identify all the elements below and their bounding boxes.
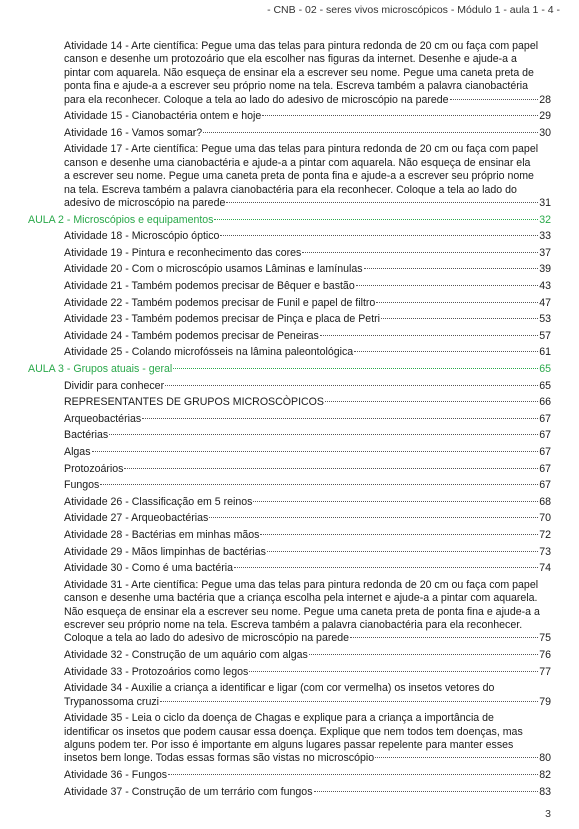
- running-header: - CNB - 02 - seres vivos microscópicos - Módulo 1 - aula 1 - 4 -: [267, 4, 560, 16]
- dot-leader: [160, 701, 538, 702]
- toc-entry[interactable]: [0, 496, 579, 509]
- toc-page-number: 68: [539, 495, 551, 508]
- toc-entry-title: Atividade 37 - Construção de um terrário com fungos: [64, 785, 313, 798]
- toc-entry[interactable]: [0, 649, 579, 662]
- toc-entry-text-line: escrever seu próprio nome na tela. Escreva também a palavra cianobactéria para ela reconhecer.: [64, 618, 523, 631]
- toc-entry-title: Atividade 25 - Colando microfósseis na lâmina paleontológica: [64, 346, 354, 359]
- dot-leader: [375, 757, 538, 758]
- toc-section-entry[interactable]: [0, 363, 579, 376]
- toc-page-number: 37: [539, 246, 551, 259]
- toc-entry-text-line: canson e desenhe um protozoário que ela escolher nas figuras da internet. Desenhe e ajude-a a: [64, 53, 517, 66]
- dot-leader: [234, 567, 538, 568]
- toc-page-number: 65: [539, 362, 551, 375]
- toc-entry[interactable]: [0, 512, 579, 525]
- dot-leader: [165, 385, 538, 386]
- toc-page-number: 39: [539, 263, 551, 276]
- toc-section-entry[interactable]: [0, 214, 579, 227]
- toc-entry-title: Dividir para conhecer: [64, 379, 165, 392]
- toc-entry-title: Arqueobactérias: [64, 412, 142, 425]
- toc-entry-title: Atividade 23 - Também podemos precisar de Pinça e placa de Petri: [64, 313, 381, 326]
- toc-entry-text-line: canson e desenhe uma bactéria que a criança escolha pela internet e ajude-a a pintar com aquarela.: [64, 592, 538, 605]
- toc-entry[interactable]: [0, 127, 579, 140]
- toc-entry-text-line: Atividade 31 - Arte científica: Pegue uma das telas para pintura redonda de 20 cm ou faça com papel: [64, 578, 539, 591]
- toc-entry-text-line: pintar com aquarela. Não esqueça de ensinar ela a escrever seu nome. Pegue uma caneta preta de: [64, 66, 534, 79]
- toc-entry-title: REPRESENTANTES DE GRUPOS MICROSCÒPICOS: [64, 396, 324, 409]
- toc-page-number: 33: [539, 230, 551, 243]
- toc-entry-title: Atividade 15 - Cianobactéria ontem e hoje: [64, 110, 262, 123]
- toc-page-number: 28: [539, 93, 551, 106]
- toc-entry-title: Atividade 22 - Também podemos precisar de Funil e papel de filtro: [64, 296, 376, 309]
- toc-entry-title: Atividade 21 - Também podemos precisar de Bêquer e bastão: [64, 280, 355, 292]
- dot-leader: [381, 318, 538, 319]
- toc-entry[interactable]: [0, 330, 579, 343]
- dot-leader: [209, 517, 538, 518]
- toc-entry[interactable]: [0, 280, 579, 293]
- toc-page-number: 72: [539, 528, 551, 541]
- toc-page-number: 80: [539, 752, 551, 765]
- toc-entry-title: Atividade 33 - Protozoários como legos: [64, 665, 249, 678]
- dot-leader: [450, 99, 539, 100]
- dot-leader: [142, 418, 538, 419]
- toc-page-number: 82: [539, 768, 551, 781]
- toc-entry[interactable]: [0, 297, 579, 310]
- dot-leader: [168, 774, 538, 775]
- toc-entry-title: Atividade 24 - Também podemos precisar de Peneiras: [64, 329, 319, 342]
- toc-entry-title: adesivo de microscópio na parede: [64, 197, 226, 210]
- table-of-contents: [0, 40, 579, 802]
- toc-entry-title: Coloque a tela ao lado do adesivo de microscópio na parede: [64, 632, 350, 645]
- toc-entry[interactable]: [0, 230, 579, 243]
- dot-leader: [309, 654, 538, 655]
- page-number: 3: [545, 808, 551, 820]
- toc-entry-text-line: canson e desenhe uma cianobactéria e ajude-a a pintar com aquarela. Não esqueça de ensinar ela: [64, 156, 531, 169]
- toc-entry-text-line: a escrever seu nome. Pegue uma caneta preta de ponta fina e ajude-a a escrever seu próprio nome: [64, 170, 534, 183]
- toc-page-number: 77: [539, 665, 551, 678]
- toc-entry[interactable]: [0, 682, 579, 709]
- toc-entry[interactable]: [0, 463, 579, 476]
- toc-entry[interactable]: [0, 529, 579, 542]
- dot-leader: [260, 534, 538, 535]
- toc-entry-text-line: Atividade 14 - Arte científica: Pegue uma das telas para pintura redonda de 20 cm ou faça com papel: [64, 40, 539, 52]
- toc-entry[interactable]: [0, 313, 579, 326]
- toc-page-number: 79: [539, 695, 551, 708]
- dot-leader: [253, 501, 538, 502]
- toc-entry[interactable]: [0, 666, 579, 679]
- toc-page-number: 75: [539, 632, 551, 645]
- toc-page-number: 65: [539, 379, 551, 392]
- dot-leader: [325, 401, 538, 402]
- dot-leader: [356, 285, 538, 286]
- toc-entry-title: AULA 2 - Microscópios e equipamentos: [28, 213, 214, 226]
- dot-leader: [354, 351, 538, 352]
- toc-entry[interactable]: [0, 247, 579, 260]
- toc-entry-text-line: Não esqueça de ensinar ela a escrever seu nome. Pegue uma caneta preta de ponta fina e ajude-a a: [64, 605, 540, 618]
- dot-leader: [92, 451, 539, 452]
- toc-entry-title: Protozoários: [64, 462, 124, 475]
- toc-entry[interactable]: [0, 769, 579, 782]
- dot-leader: [262, 115, 538, 116]
- toc-page-number: 70: [539, 512, 551, 525]
- toc-page-number: 47: [539, 296, 551, 309]
- toc-entry-title: Atividade 36 - Fungos: [64, 768, 168, 781]
- toc-page-number: 57: [539, 329, 551, 342]
- dot-leader: [214, 219, 538, 220]
- dot-leader: [100, 484, 538, 485]
- toc-entry[interactable]: [0, 546, 579, 559]
- toc-page-number: 73: [539, 545, 551, 558]
- toc-entry-text-line: identificar os insetos que podem causar essa doença. Explique que nem todos tem doenças, mas: [64, 725, 523, 738]
- toc-entry[interactable]: [0, 40, 579, 107]
- toc-entry-title: AULA 3 - Grupos atuais - geral: [28, 362, 173, 375]
- toc-page-number: 32: [539, 213, 551, 226]
- toc-entry-text-line: Atividade 35 - Leia o ciclo da doença de Chagas e explique para a criança a importância de: [64, 712, 494, 725]
- toc-entry[interactable]: [0, 143, 579, 210]
- dot-leader: [220, 235, 538, 236]
- dot-leader: [267, 551, 538, 552]
- toc-entry-title: para ela reconhecer. Coloque a tela ao lado do adesivo de microscópio na parede: [64, 93, 449, 106]
- toc-entry-title: insetos bem longe. Todas essas formas são vistas no microscópio: [64, 752, 375, 765]
- toc-entry[interactable]: [0, 786, 579, 799]
- toc-page-number: 66: [539, 396, 551, 409]
- toc-entry[interactable]: [0, 380, 579, 393]
- dot-leader: [203, 132, 538, 133]
- toc-entry-title: Algas: [64, 445, 91, 458]
- dot-leader: [124, 468, 538, 469]
- toc-page-number: 67: [539, 445, 551, 458]
- toc-page-number: 53: [539, 313, 551, 326]
- toc-entry[interactable]: [0, 396, 579, 409]
- dot-leader: [320, 335, 538, 336]
- toc-entry-text-line: ponta fina e ajude-a a escrever seu próprio nome na tela. Escreva também a palavra cianobactéria: [64, 80, 529, 93]
- toc-page-number: 67: [539, 462, 551, 475]
- toc-entry-title: Atividade 30 - Como é uma bactéria: [64, 562, 233, 575]
- toc-entry-title: Atividade 26 - Classificação em 5 reinos: [64, 495, 253, 508]
- toc-entry[interactable]: [0, 579, 579, 646]
- toc-entry-title: Trypanossoma cruzi: [64, 695, 159, 708]
- toc-entry-title: Atividade 19 - Pintura e reconhecimento das cores: [64, 246, 302, 259]
- dot-leader: [109, 434, 538, 435]
- toc-page-number: 67: [539, 412, 551, 425]
- dot-leader: [376, 302, 538, 303]
- toc-entry-title: Atividade 28 - Bactérias em minhas mãos: [64, 528, 260, 541]
- toc-entry[interactable]: [0, 446, 579, 459]
- toc-page-number: 43: [539, 280, 551, 292]
- toc-entry[interactable]: [0, 562, 579, 575]
- toc-entry-title: Bactérias: [64, 429, 109, 442]
- toc-entry-title: Atividade 29 - Mãos limpinhas de bactérias: [64, 545, 266, 558]
- toc-page-number: 30: [539, 126, 551, 139]
- toc-entry[interactable]: [0, 110, 579, 123]
- toc-entry-title: Atividade 18 - Microscópio óptico: [64, 230, 220, 243]
- dot-leader: [364, 268, 539, 269]
- toc-entry-text-line: Atividade 34 - Auxilie a criança a identificar e ligar (com cor vermelha) os insetos vetores do: [64, 682, 495, 695]
- toc-entry-title: Atividade 16 - Vamos somar?: [64, 126, 203, 139]
- toc-entry[interactable]: [0, 413, 579, 426]
- toc-page-number: 74: [539, 562, 551, 575]
- toc-entry-text-line: alguns podem ter. Por isso é importante em alguns lugares passar repelente para manter esses: [64, 738, 514, 751]
- dot-leader: [350, 637, 538, 638]
- dot-leader: [302, 252, 538, 253]
- toc-page-number: 31: [539, 197, 551, 210]
- dot-leader: [314, 791, 539, 792]
- toc-page-number: 67: [539, 429, 551, 442]
- toc-entry-text-line: na tela. Escreva também a palavra cianobactéria para ela reconhecer. Coloque a tela ao lado do: [64, 183, 517, 196]
- dot-leader: [249, 671, 538, 672]
- dot-leader: [173, 368, 538, 369]
- toc-entry[interactable]: [0, 712, 579, 766]
- toc-entry[interactable]: [0, 429, 579, 442]
- toc-entry[interactable]: [0, 346, 579, 359]
- dot-leader: [226, 202, 538, 203]
- toc-entry-text-line: Atividade 17 - Arte científica: Pegue uma das telas para pintura redonda de 20 cm ou faça com papel: [64, 143, 539, 156]
- toc-page-number: 67: [539, 479, 551, 492]
- toc-entry-title: Atividade 27 - Arqueobactérias: [64, 512, 209, 525]
- toc-page-number: 29: [539, 110, 551, 123]
- toc-entry-title: Atividade 20 - Com o microscópio usamos Lâminas e lamínulas: [64, 263, 363, 276]
- toc-page-number: 83: [539, 785, 551, 798]
- toc-page-number: 76: [539, 648, 551, 661]
- toc-entry-title: Fungos: [64, 479, 100, 492]
- toc-page-number: 61: [539, 346, 551, 359]
- toc-entry[interactable]: [0, 263, 579, 276]
- toc-entry-title: Atividade 32 - Construção de um aquário com algas: [64, 648, 308, 661]
- toc-entry[interactable]: [0, 479, 579, 492]
